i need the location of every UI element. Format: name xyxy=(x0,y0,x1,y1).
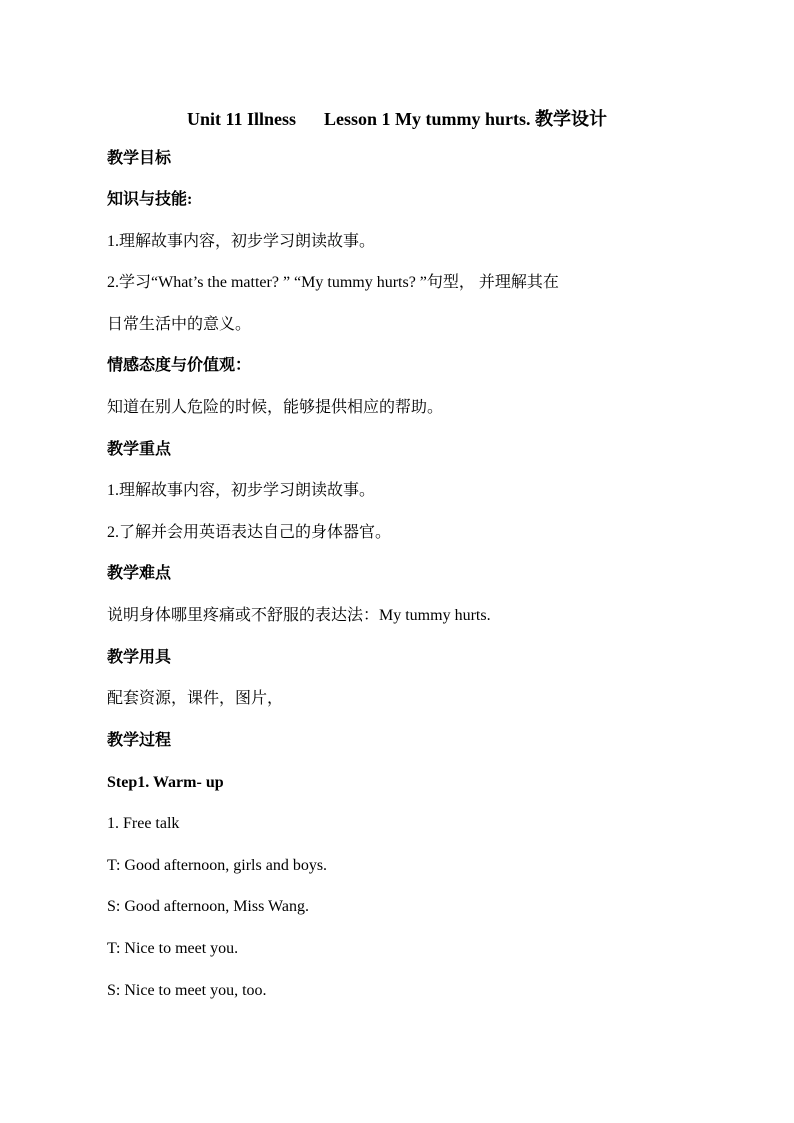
dialogue-line: T: Good afternoon, girls and boys. xyxy=(107,857,328,874)
paragraph-line: 配套资源，课件，图片， xyxy=(107,690,284,707)
paragraph-line: 2.学习“What’s the matter? ” “My tummy hurts? ”句型， 并理解其在 xyxy=(107,274,559,291)
paragraph-line: 1. Free talk xyxy=(107,815,180,832)
title-lesson: Lesson 1 My tummy hurts. 教学设计 xyxy=(324,109,608,129)
heading-teaching-focus: 教学重点 xyxy=(107,441,172,458)
title-unit: Unit 11 Illness xyxy=(186,109,296,129)
dialogue-line: S: Nice to meet you, too. xyxy=(107,982,267,999)
heading-teaching-difficulty: 教学难点 xyxy=(107,565,172,582)
paragraph-line: 日常生活中的意义。 xyxy=(107,316,252,333)
heading-teaching-objectives: 教学目标 xyxy=(107,150,172,167)
dialogue-line: S: Good afternoon, Miss Wang. xyxy=(107,898,309,915)
paragraph-line: 1.理解故事内容，初步学习朗读故事。 xyxy=(107,233,376,250)
heading-teaching-process: 教学过程 xyxy=(107,732,172,749)
subheading-attitude-values: 情感态度与价值观： xyxy=(107,357,252,374)
paragraph-line: 知道在别人危险的时候，能够提供相应的帮助。 xyxy=(107,399,444,416)
step-heading: Step1. Warm- up xyxy=(107,774,224,791)
subheading-knowledge-skills: 知识与技能: xyxy=(107,191,193,208)
paragraph-line: 2.了解并会用英语表达自己的身体器官。 xyxy=(107,524,392,541)
paragraph-line: 1.理解故事内容，初步学习朗读故事。 xyxy=(107,482,376,499)
dialogue-line: T: Nice to meet you. xyxy=(107,940,239,957)
heading-teaching-tools: 教学用具 xyxy=(107,649,172,666)
document-title xyxy=(0,108,794,130)
paragraph-line: 说明身体哪里疼痛或不舒服的表达法：My tummy hurts. xyxy=(107,607,491,624)
